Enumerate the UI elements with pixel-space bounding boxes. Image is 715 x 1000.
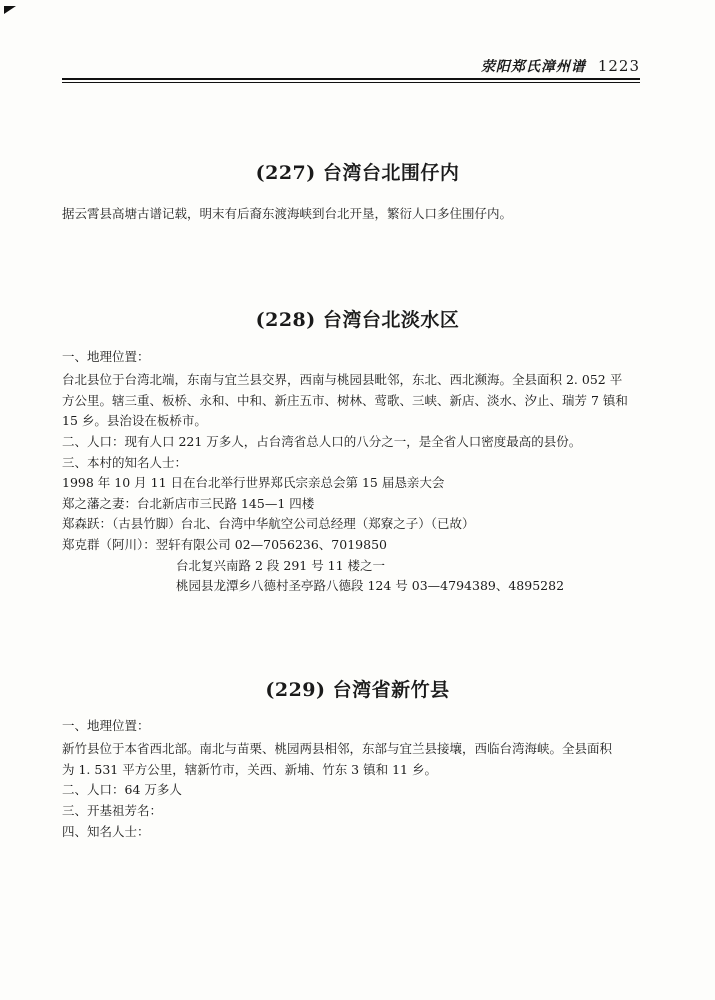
section-228-line-9: 郑森跃：（古县竹脚）台北、台湾中华航空公司总经理（郑寮之子）（已故） [62,516,475,531]
section-228-line-11: 台北复兴南路 2 段 291 号 11 楼之一 [176,558,386,573]
section-228-line-10: 郑克群（阿川）：翌轩有限公司 02—7056236、7019850 [62,537,387,552]
section-228-line-12: 桃园县龙潭乡八德村圣亭路八德段 124 号 03—4794389、4895282 [176,578,565,593]
section-228-line-7: 1998 年 10 月 11 日在台北举行世界郑氏宗亲总会第 15 届恳亲大会 [62,475,445,490]
running-header [62,56,640,76]
section-229-line-2: 新竹县位于本省西北部。南北与苗栗、桃园两县相邻，东部与宜兰县接壤，西临台湾海峡。全县面积 [62,741,613,756]
section-228-line-2: 台北县位于台湾北端，东南与宜兰县交界，西南与桃园县毗邻，东北、西北濒海。全县面积 2. 052 平 [62,372,623,387]
header-rule-thin [62,82,640,83]
section-227-line-1: 据云霄县高塘古谱记载，明末有后裔东渡海峡到台北开垦，繁衍人口多住围仔内。 [62,206,513,221]
section-229-line-4: 二、人口：64 万多人 [62,782,182,797]
section-title-227: (227) 台湾台北围仔内 [255,162,460,184]
section-228-line-6: 三、本村的知名人士： [62,455,188,470]
section-228-line-3: 方公里。辖三重、板桥、永和、中和、新庄五市、树林、莺歌、三峡、新店、淡水、汐止、瑞芳 7 镇和 [62,393,628,408]
section-228-line-8: 郑之藩之妻：台北新店市三民路 145—1 四楼 [62,496,315,511]
section-229-line-3: 为 1. 531 平方公里，辖新竹市，关西、新埔、竹东 3 镇和 11 乡。 [62,762,437,777]
scan-corner-mark [4,6,16,14]
section-228-line-1: 一、地理位置： [62,349,150,364]
page-number: 1223 [597,57,640,75]
section-228-line-5: 二、人口：现有人口 221 万多人，占台湾省总人口的八分之一，是全省人口密度最高的县份。 [62,434,582,449]
section-229-line-1: 一、地理位置： [62,718,150,733]
section-229-line-6: 四、知名人士： [62,824,150,839]
section-title-229: (229) 台湾省新竹县 [265,679,450,701]
section-228-line-4: 15 乡。县治设在板桥市。 [62,413,207,428]
section-title-228: (228) 台湾台北淡水区 [255,309,460,331]
section-229-line-5: 三、开基祖芳名： [62,803,163,818]
header-rule [62,78,640,80]
book-title: 荥阳郑氏漳州谱 [480,59,586,75]
